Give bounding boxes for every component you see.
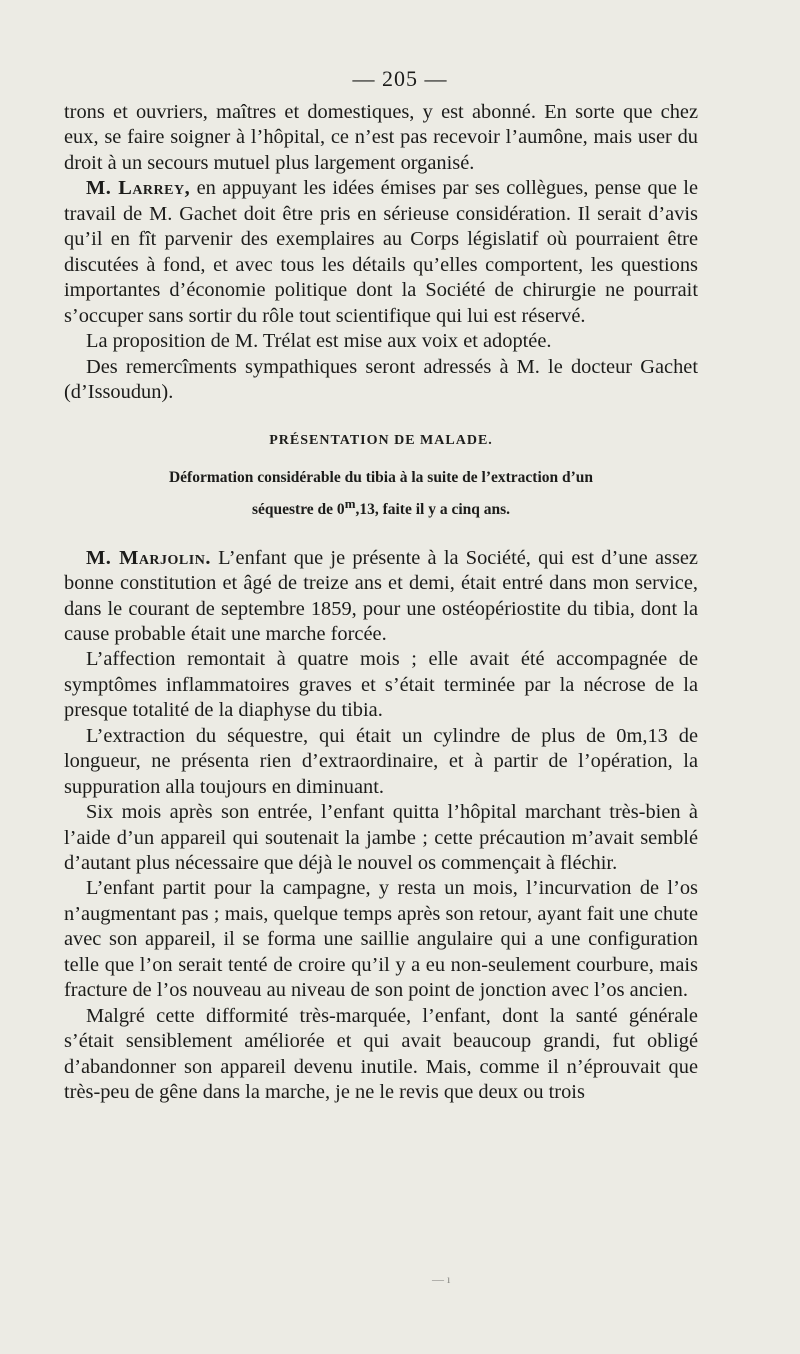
margin-mark: — ı xyxy=(432,1272,451,1286)
paragraph-continuation: trons et ouvriers, maîtres et domestiques, y est abonné. En sorte que chez eux, se faire soigner à l’hôpital, ce n’est pas recevoir l’aumône, mais user du droit à un secours mutuel plus largement organisé. xyxy=(64,101,698,174)
paragraph-proposition: La proposition de M. Trélat est mise aux voix et adoptée. xyxy=(86,330,552,353)
subtitle-line-2-sup: m xyxy=(344,496,356,512)
marjolin-text: L’enfant que je présente à la Société, qui est d’une assez bonne constitution et âgé de treize ans et demi, était entré dans mon service, dans le courant de septembre 1859, pour une ostéopériostite du tibia, dont la cause probable était une marche forcée. xyxy=(64,546,698,645)
paragraph-extraction: L’extraction du séquestre, qui était un cylindre de plus de 0m,13 de longueur, ne présenta rien d’extraordinaire, et à partir de l’opération, la suppuration alla toujours en diminuant. xyxy=(64,724,698,798)
paragraph-six-mois: Six mois après son entrée, l’enfant quitta l’hôpital marchant très-bien à l’aide d’un appareil qui soutenait la jambe ; cette précaution m’avait semblé d’autant plus nécessaire que déjà le nouvel os commençait à fléchir. xyxy=(64,801,698,875)
larrey-text: en appuyant les idées émises par ses collègues, pense que le travail de M. Gachet doit être pris en sérieuse considération. Il serait d’avis qu’il en fît parvenir des exemplaires au Corps législatif où pourraient être discutées à fond, et avec tous les détails qu’elles comportent, les questions importantes d’économie politique dont la Société de chirurgie ne pourrait s’occuper sans sortir du rôle tout scientifique qui lui est réservé. xyxy=(64,177,698,327)
paragraph-remerciments: Des remercîments sympathiques seront adressés à M. le docteur Gachet (d’Issoudun). xyxy=(64,355,698,403)
subtitle-line-2-suffix: ,13, faite il y a cinq ans. xyxy=(355,501,511,519)
subtitle-line-2 xyxy=(64,491,698,523)
section-title: PRÉSENTATION DE MALADE. xyxy=(269,433,493,449)
paragraph-affection: L’affection remontait à quatre mois ; elle avait été accompagnée de symptômes inflammatoires graves et s’était terminée par la nécrose de la presque totalité de la diaphyse du tibia. xyxy=(64,648,698,722)
speaker-marjolin: M. Marjolin. xyxy=(86,546,211,569)
paragraph-campagne: L’enfant partit pour la campagne, y resta un mois, l’incurvation de l’os n’augmentant pas ; mais, quelque temps après son retour, ayant fait une chute avec son appareil, il se forma une saillie angulaire qui a une configuration telle que l’on serait tenté de croire qu’il y a eu non-seulement courbure, mais fracture de l’os nouveau au niveau de son point de jonction avec l’os ancien. xyxy=(64,877,698,1002)
paragraph-marjolin xyxy=(64,546,698,648)
section-subtitle xyxy=(64,465,698,523)
paragraph-larrey xyxy=(64,176,698,329)
subtitle-line-2-prefix: séquestre de 0 xyxy=(251,501,345,519)
page-number: — 205 — xyxy=(352,66,448,91)
speaker-larrey: M. Larrey, xyxy=(86,177,191,200)
subtitle-line-1: Déformation considérable du tibia à la suite de l’extraction d’un xyxy=(168,469,594,487)
body-text xyxy=(64,100,698,1106)
paragraph-malgre: Malgré cette difformité très-marquée, l’enfant, dont la santé générale s’était sensiblement améliorée et qui avait beaucoup grandi, fut obligé d’abandonner son appareil devenu inutile. Mais, comme il n’éprouvait que très-peu de gêne dans la marche, je ne le revis que deux ou trois xyxy=(64,1004,698,1104)
